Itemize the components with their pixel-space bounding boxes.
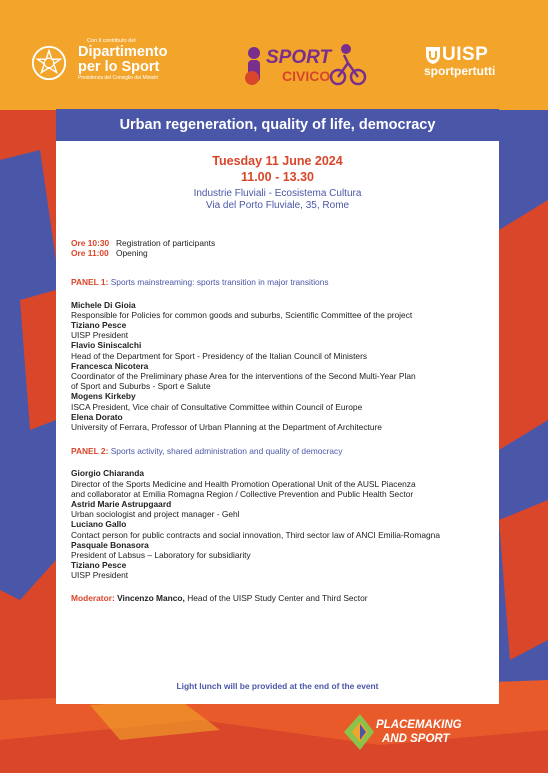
speaker-name: Michele Di Gioia	[71, 299, 136, 310]
panel1-speakers	[71, 300, 491, 433]
contrib-label: Con il contributo del	[87, 38, 136, 44]
panel2-label: PANEL 2:	[71, 446, 109, 457]
panel1-label: PANEL 1:	[71, 277, 109, 288]
speaker-name: Pasquale Bonasora	[71, 539, 149, 550]
schedule-item	[71, 248, 491, 258]
speaker-name: Francesca Nicotera	[71, 360, 149, 371]
panel1-heading	[71, 277, 491, 287]
sport-civico-logo	[238, 33, 368, 93]
moderator	[71, 593, 491, 603]
placemaking-logo	[338, 702, 498, 757]
speaker-role: UISP President	[71, 570, 129, 581]
civico-word: CIVICO	[282, 68, 331, 84]
speaker-role: ISCA President, Vice chair of Consultative Committee within Council of Europe	[71, 401, 363, 412]
program-card	[56, 141, 499, 704]
schedule-label: Opening	[116, 248, 148, 259]
speaker-role: Contact person for public contracts and social innovation, Third sector law of ANCI Emilia-Romagna	[71, 529, 440, 540]
schedule-time: Ore 11:00	[71, 248, 109, 259]
schedule-time: Ore 10:30	[71, 238, 110, 248]
speaker-name: Tiziano Pesce	[71, 320, 127, 331]
italian-emblem-icon	[30, 44, 68, 82]
panel1-title: Sports mainstreaming: sports transition in major transitions	[110, 277, 329, 288]
sport-word: SPORT	[266, 47, 332, 68]
venue-line1: Industrie Fluviali - Ecosistema Cultura	[193, 188, 362, 199]
uisp-logo	[424, 44, 495, 78]
event-date: Tuesday 11 June 2024	[212, 154, 343, 168]
uisp-label: UISP	[442, 44, 489, 65]
speaker-name: Flavio Siniscalchi	[71, 340, 142, 351]
speaker-name: Tiziano Pesce	[71, 560, 127, 571]
speaker-role: Head of the Department for Sport - Presidency of the Italian Council of Ministers	[71, 350, 368, 361]
dept-sub: Presidenza del Consiglio dei Ministri	[78, 75, 159, 81]
header	[0, 0, 548, 110]
moderator-label: Moderator:	[71, 592, 115, 603]
placemaking-line2: AND SPORT	[382, 733, 450, 745]
speaker-role: Director of the Sports Medicine and Health Promotion Operational Unit of the AUSL Piacenza	[71, 478, 416, 489]
moderator-role: Head of the UISP Study Center and Third Sector	[187, 592, 368, 603]
speaker-role: Urban sociologist and project manager - Gehl	[71, 509, 240, 520]
program-content	[71, 238, 491, 603]
placemaking-line1: PLACEMAKING	[376, 719, 462, 731]
event-datetime	[56, 153, 499, 185]
sportpertutti-label: sportpertutti	[424, 64, 496, 78]
lunch-note: Light lunch will be provided at the end of the event	[176, 681, 379, 691]
schedule-label: Registration of participants	[116, 238, 216, 248]
event-venue	[56, 188, 499, 212]
page-title: Urban regeneration, quality of life, democracy	[56, 109, 499, 141]
dept-line2: per lo Sport	[78, 59, 160, 75]
speaker-name: Luciano Gallo	[71, 519, 127, 530]
dept-line1: Dipartimento	[78, 44, 168, 60]
speaker-role: University of Ferrara, Professor of Urban Planning at the Department of Architecture	[71, 422, 382, 433]
speaker-name: Elena Dorato	[71, 411, 123, 422]
speaker-name: Mogens Kirkeby	[71, 391, 136, 402]
speaker-role: Coordinator of the Preliminary phase Area for the interventions of the Second Multi-Year Plan	[71, 371, 416, 382]
panel2-speakers	[71, 468, 491, 580]
speaker-role: UISP President	[71, 330, 129, 341]
panel2-title: Sports activity, shared administration and quality of democracy	[110, 446, 343, 457]
speaker-name: Astrid Marie Astrupgaard	[71, 499, 172, 510]
speaker-role: of Sport and Suburbs - Sport e Salute	[71, 381, 211, 392]
schedule-item	[71, 238, 491, 248]
speaker-role: and collaborator at Emilia Romagna Region / Collective Prevention and Public Health Sector	[71, 488, 414, 499]
department-logo	[30, 38, 168, 82]
moderator-name: Vincenzo Manco,	[117, 592, 185, 603]
venue-line2: Via del Porto Fluviale, 35, Rome	[205, 200, 350, 211]
panel2-heading	[71, 446, 491, 456]
speaker-name: Giorgio Chiaranda	[71, 468, 145, 479]
uisp-shield-icon	[424, 45, 442, 65]
speaker-role: President of Labsus – Laboratory for subsidiarity	[71, 550, 251, 561]
speaker-role: Responsible for Policies for common goods and suburbs, Scientific Committee of the project	[71, 309, 413, 320]
event-time: 11.00 - 13.30	[241, 170, 314, 184]
